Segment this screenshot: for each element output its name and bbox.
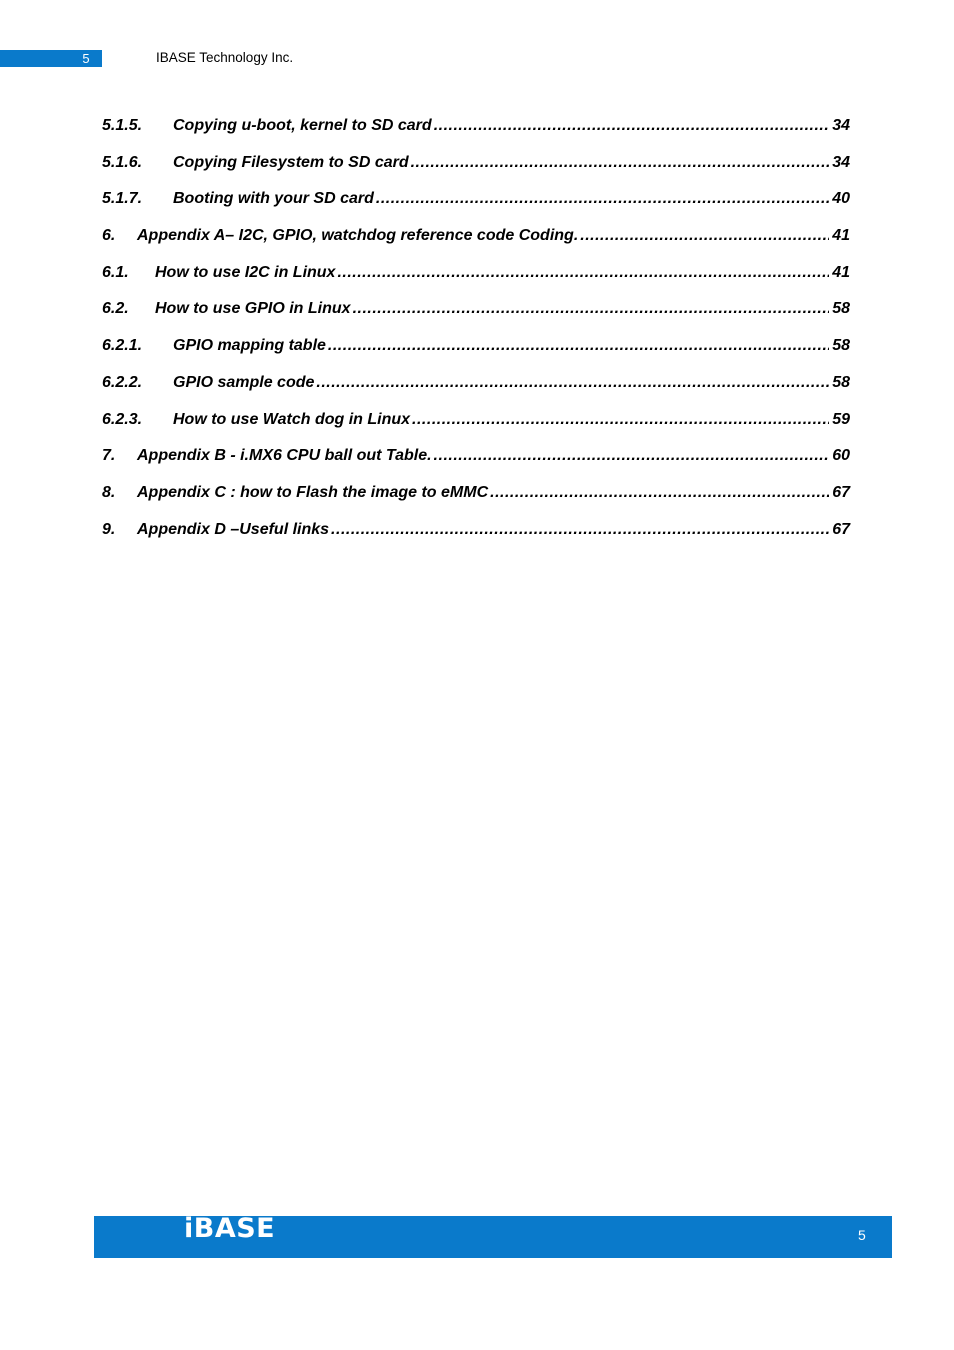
toc-entry-page: 34 xyxy=(832,153,850,171)
toc-entry-title: GPIO sample code xyxy=(173,373,315,391)
toc-entry-page: 41 xyxy=(832,227,850,245)
toc-entry-title: Appendix C : how to Flash the image to eMMC xyxy=(137,483,489,501)
toc-entry-page: 41 xyxy=(832,263,850,281)
toc-entry[interactable] xyxy=(102,482,850,519)
toc-entry[interactable] xyxy=(102,188,850,225)
toc-entry-number: 7. xyxy=(102,447,116,465)
toc-entry-number: 5.1.6. xyxy=(102,153,143,171)
toc-entry[interactable] xyxy=(102,372,850,409)
toc-entry-title: GPIO mapping table xyxy=(173,337,326,355)
header-company-name: IBASE Technology Inc. xyxy=(156,50,294,65)
toc-dot-leader xyxy=(316,372,829,394)
toc-entry-title: Appendix D –Useful links xyxy=(137,520,330,538)
toc-entry-title: Booting with your SD card xyxy=(173,190,374,208)
toc-dot-leader xyxy=(376,188,829,210)
ibase-logo: iBASE xyxy=(184,1213,276,1244)
toc-entry-page: 67 xyxy=(832,520,850,538)
toc-entry-page: 59 xyxy=(832,410,850,428)
toc-entry-number: 6.2.2. xyxy=(102,373,143,391)
header-page-number: 5 xyxy=(82,51,90,66)
toc-entry-number: 6.2.1. xyxy=(102,337,143,355)
toc-entry[interactable] xyxy=(102,519,850,556)
toc-entry-page: 58 xyxy=(832,373,850,391)
toc-entry-number: 9. xyxy=(102,520,116,538)
toc-entry[interactable] xyxy=(102,335,850,372)
toc-entry-number: 5.1.5. xyxy=(102,117,143,134)
toc-entry-number: 5.1.7. xyxy=(102,190,143,208)
toc-dot-leader xyxy=(412,409,829,431)
toc-entry[interactable] xyxy=(102,262,850,299)
toc-dot-leader xyxy=(411,152,830,174)
toc-entry-page: 58 xyxy=(832,300,850,318)
toc-dot-leader xyxy=(331,519,829,541)
toc-entry[interactable] xyxy=(102,445,850,482)
toc-entry-number: 6.2.3. xyxy=(102,410,143,428)
toc-entry-page: 58 xyxy=(832,337,850,355)
toc-entry-number: 6.1. xyxy=(102,263,129,281)
toc-entry[interactable] xyxy=(102,225,850,262)
toc-entry-title: How to use GPIO in Linux xyxy=(155,300,351,318)
toc-entry[interactable] xyxy=(102,115,850,152)
toc-entry-title: Appendix B - i.MX6 CPU ball out Table. xyxy=(137,447,432,465)
toc-entry-title: Appendix A– I2C, GPIO, watchdog reference code Coding. xyxy=(137,227,579,245)
toc-dot-leader xyxy=(434,115,830,137)
toc-entry-number: 6. xyxy=(102,227,116,245)
toc-entry-title: How to use Watch dog in Linux xyxy=(173,410,411,428)
toc-entry-title: How to use I2C in Linux xyxy=(155,263,336,281)
toc-entry[interactable] xyxy=(102,298,850,335)
toc-dot-leader xyxy=(490,482,829,504)
toc-dot-leader xyxy=(434,445,830,467)
toc-dot-leader xyxy=(580,225,829,247)
toc-entry[interactable] xyxy=(102,152,850,189)
toc-entry-page: 60 xyxy=(832,447,850,465)
toc-dot-leader xyxy=(328,335,829,357)
toc-entry-number: 6.2. xyxy=(102,300,129,318)
toc-dot-leader xyxy=(337,262,829,284)
toc-entry-title: Copying Filesystem to SD card xyxy=(173,153,409,171)
toc-entry-page: 34 xyxy=(832,117,850,134)
table-of-contents xyxy=(102,115,850,555)
footer-page-number: 5 xyxy=(858,1227,866,1243)
toc-entry-number: 8. xyxy=(102,483,116,501)
toc-entry-title: Copying u-boot, kernel to SD card xyxy=(173,117,432,134)
toc-entry[interactable] xyxy=(102,409,850,446)
toc-entry-page: 40 xyxy=(832,190,850,208)
toc-entry-page: 67 xyxy=(832,483,850,501)
toc-dot-leader xyxy=(353,298,830,320)
